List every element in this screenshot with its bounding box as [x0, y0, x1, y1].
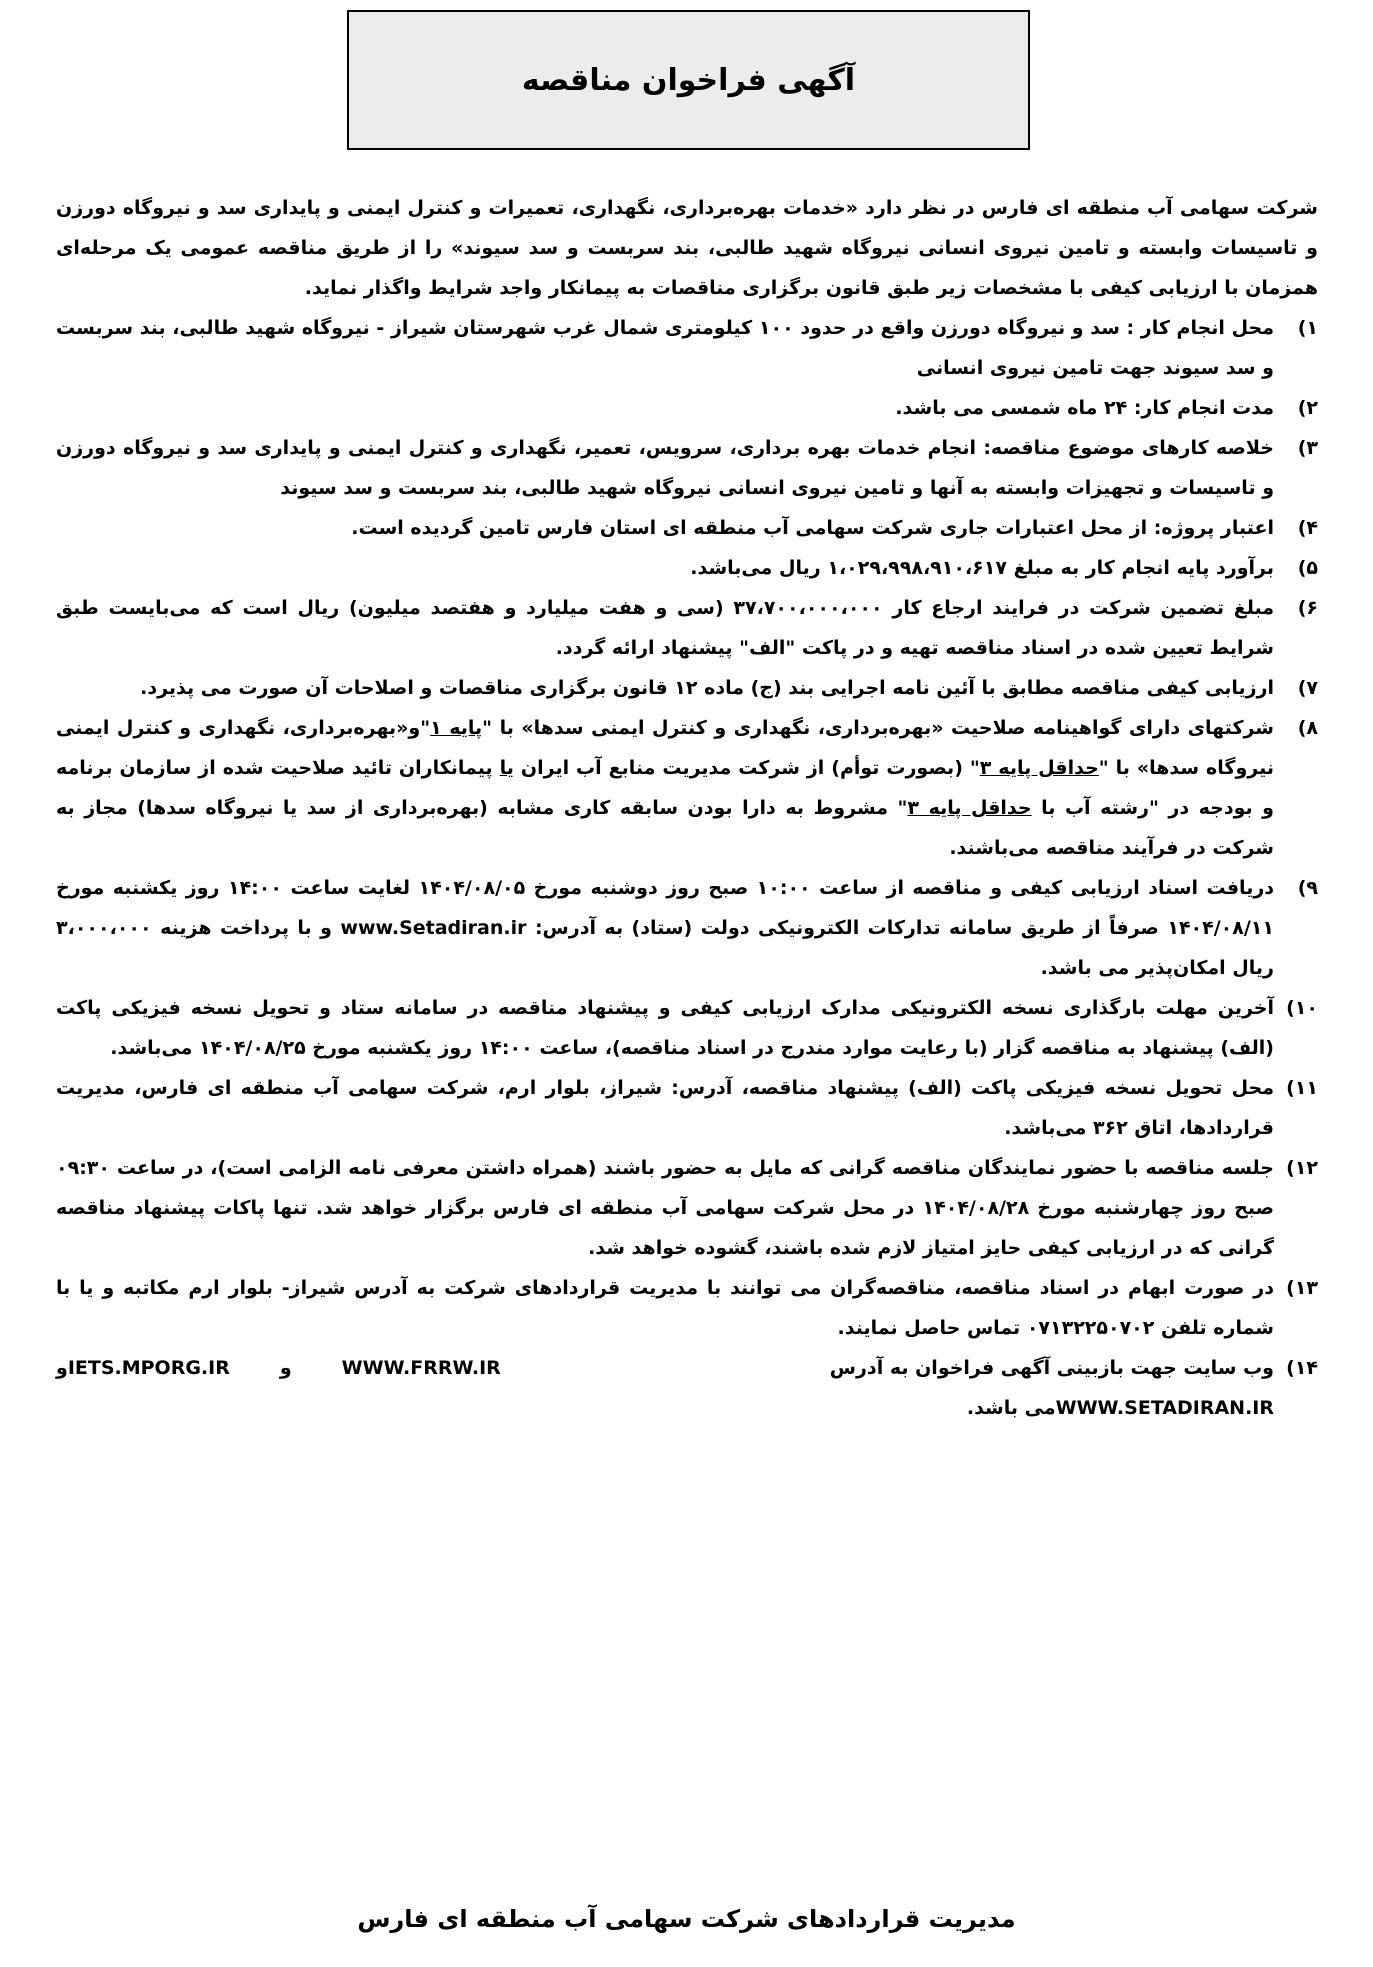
clause-14 [56, 1348, 1318, 1428]
clause-text: در صورت ابهام در اسناد مناقصه، مناقصه‌گران می توانند با مدیریت قراردادهای شرکت به آدرس شیراز- بلوار ارم مکاتبه و یا با شماره تلفن ۰۷۱۳۲۲۵۰۷۰۲ تماس حاصل نمایند. [56, 1277, 1274, 1339]
underlined-grade-1: پایه ۱ [430, 717, 483, 739]
clause-number: ۱۲) [1286, 1157, 1318, 1179]
intro-paragraph: شرکت سهامی آب منطقه ای فارس در نظر دارد «خدمات بهره‌برداری، نگهداری، تعمیرات و کنترل ایمنی و پایداری سد و نیروگاه دورزن و تاسیسات وابسته و تامین نیروی انسانی نیروگاه شهید طالبی، بند سربست و سد سیوند» را از طریق مناقصه عمومی یک مرحله‌ای همزمان با ارزیابی کیفی با مشخصات زیر طبق قانون برگزاری مناقصات به پیمانکار واجد شرایط واگذار نماید. [56, 197, 1318, 299]
underlined-or: یا [499, 757, 514, 779]
clause-number: ۸) [1297, 717, 1318, 739]
clause-8 [56, 708, 1318, 868]
clause-5 [56, 548, 1318, 588]
clause-4 [56, 508, 1318, 548]
clause-1 [56, 308, 1318, 388]
clause-number: ۱۰) [1286, 997, 1318, 1019]
clause-text: مبلغ تضمین شرکت در فرایند ارجاع کار ۳۷،۷۰۰،۰۰۰،۰۰۰ (سی و هفت میلیارد و هفتصد میلیون) ریال است که می‌بایست طبق شرایط تعیین شده در اسناد مناقصه تهیه و در پاکت "الف" پیشنهاد ارائه گردد. [56, 597, 1274, 659]
clause-text: دریافت اسناد ارزیابی کیفی و مناقصه از ساعت ۱۰:۰۰ صبح روز دوشنبه مورخ ۱۴۰۴/۰۸/۰۵ لغایت ساعت ۱۴:۰۰ روز یکشنبه مورخ ۱۴۰۴/۰۸/۱۱ صرفاً از طریق سامانه تدارکات الکترونیکی دولت (ستاد) به آدرس: www.Setadiran.ir و با پرداخت هزینه ۳،۰۰۰،۰۰۰ ریال امکان‌پذیر می باشد. [56, 877, 1275, 979]
clause-number: ۶) [1297, 597, 1318, 619]
clause-number: ۱۱) [1286, 1077, 1318, 1099]
clause-9 [56, 868, 1318, 988]
signature: مدیریت قراردادهای شرکت سهامی آب منطقه ای فارس [357, 1905, 1016, 1933]
notice-body [56, 188, 1318, 1428]
iets-link[interactable]: IETS.MPORG.IR [67, 1357, 230, 1379]
underlined-min-grade-3: حداقل پایه ۳ [979, 757, 1099, 779]
clause-3 [56, 428, 1318, 508]
website-label: وب سایت جهت بازبینی آگهی فراخوان به آدرس [829, 1357, 1274, 1379]
clause-8-part-3: " (بصورت توأم) از شرکت مدیریت منابع آب ایران [513, 757, 980, 779]
title-box [347, 10, 1030, 150]
website-line [56, 1348, 1274, 1388]
clause-number: ۱) [1297, 317, 1318, 339]
clause-12 [56, 1148, 1318, 1268]
clause-number: ۴) [1297, 517, 1318, 539]
clause-number: ۷) [1297, 677, 1318, 699]
clause-number: ۱۴) [1286, 1357, 1318, 1379]
clause-text: برآورد پایه انجام کار به مبلغ ۱،۰۲۹،۹۹۸،۹۱۰،۶۱۷ ریال می‌باشد. [690, 557, 1274, 579]
clause-number: ۱۳) [1286, 1277, 1318, 1299]
clause-6 [56, 588, 1318, 668]
clause-10 [56, 988, 1318, 1068]
clause-text: آخرین مهلت بارگذاری نسخه الکترونیکی مدارک ارزیابی کیفی و پیشنهاد مناقصه در سامانه ستاد و تحویل نسخه فیزیکی پاکت (الف) پیشنهاد به مناقصه گزار (با رعایت موارد مندرج در اسناد مناقصه)، ساعت ۱۴:۰۰ روز یکشنبه مورخ ۱۴۰۴/۰۸/۲۵ می‌باشد. [56, 997, 1274, 1059]
clause-8-part-5: " مشروط به دارا بودن سابقه کاری مشابه (بهره‌برداری از سد یا نیروگاه سدها) مجاز به شرکت در فرآیند مناقصه می‌باشند. [56, 797, 1274, 859]
clause-text [56, 708, 1274, 868]
clause-7 [56, 668, 1318, 708]
clause-14-tail: می باشد. [966, 1397, 1056, 1419]
page-title: آگهی فراخوان مناقصه [521, 62, 856, 98]
clause-11 [56, 1068, 1318, 1148]
clause-text [56, 1348, 1274, 1428]
clause-text: ارزیابی کیفی مناقصه مطابق با آئین نامه اجرایی بند (ج) ماده ۱۲ قانون برگزاری مناقصات و اصلاحات آن صورت می پذیرد. [140, 677, 1274, 699]
clause-8-part-4: پیمانکاران تائید صلاحیت شده از سازمان برنامه و بودجه در "رشته آب با [56, 757, 1274, 819]
clause-text: مدت انجام کار: ۲۴ ماه شمسی می باشد. [895, 397, 1274, 419]
iets-group [56, 1348, 230, 1388]
clause-2 [56, 388, 1318, 428]
setadiran-link[interactable]: WWW.SETADIRAN.IR [1055, 1397, 1274, 1419]
clause-number: ۳) [1297, 437, 1318, 459]
clause-8-part-2: "و«بهره‌برداری، نگهداری و کنترل ایمنی نیروگاه سدها» با " [56, 717, 1274, 779]
clause-text: اعتبار پروژه: از محل اعتبارات جاری شرکت سهامی آب منطقه ای استان فارس تامین گردیده است. [351, 517, 1274, 539]
clause-text: محل انجام کار : سد و نیروگاه دورزن واقع در حدود ۱۰۰ کیلومتری شمال غرب شهرستان شیراز - نیروگاه شهید طالبی، بند سربست و سد سیوند جهت تامین نیروی انسانی [56, 317, 1274, 379]
setadiran-line [967, 1397, 1274, 1419]
clause-text: خلاصه کارهای موضوع مناقصه: انجام خدمات بهره برداری، سرویس، تعمیر، نگهداری و کنترل ایمنی و پایداری سد و نیروگاه دورزن و تاسیسات و تجهیزات وابسته به آنها و تامین نیروی انسانی نیروگاه شهید طالبی، بند سربست و سد سیوند [56, 437, 1274, 499]
clause-13 [56, 1268, 1318, 1348]
clause-number: ۲) [1297, 397, 1318, 419]
conjunction: و [56, 1357, 68, 1379]
clause-list [56, 308, 1318, 1428]
frrw-link[interactable]: WWW.FRRW.IR [341, 1357, 501, 1379]
clause-number: ۵) [1297, 557, 1318, 579]
website-urls [56, 1348, 501, 1388]
underlined-min-grade-3-b: حداقل پایه ۳ [907, 797, 1032, 819]
clause-text: جلسه مناقصه با حضور نمایندگان مناقصه گرانی که مایل به حضور باشند (همراه داشتن معرفی نامه الزامی است)، در ساعت ۰۹:۳۰ صبح روز چهارشنبه مورخ ۱۴۰۴/۰۸/۲۸ در محل شرکت سهامی آب منطقه ای فارس برگزار خواهد شد. تنها پاکات پیشنهاد مناقصه گرانی که در ارزیابی کیفی حایز امتیاز لازم شده باشند، گشوده خواهد شد. [56, 1157, 1274, 1259]
conjunction: و [279, 1357, 292, 1379]
clause-8-part-1: شرکتهای دارای گواهینامه صلاحیت «بهره‌برداری، نگهداری و کنترل ایمنی سدها» با " [482, 717, 1274, 739]
clause-text: محل تحویل نسخه فیزیکی پاکت (الف) پیشنهاد مناقصه، آدرس: شیراز، بلوار ارم، شرکت سهامی آب منطقه ای فارس، مدیریت قراردادها، اتاق ۳۶۲ می‌باشد. [56, 1077, 1274, 1139]
clause-number: ۹) [1297, 877, 1318, 899]
